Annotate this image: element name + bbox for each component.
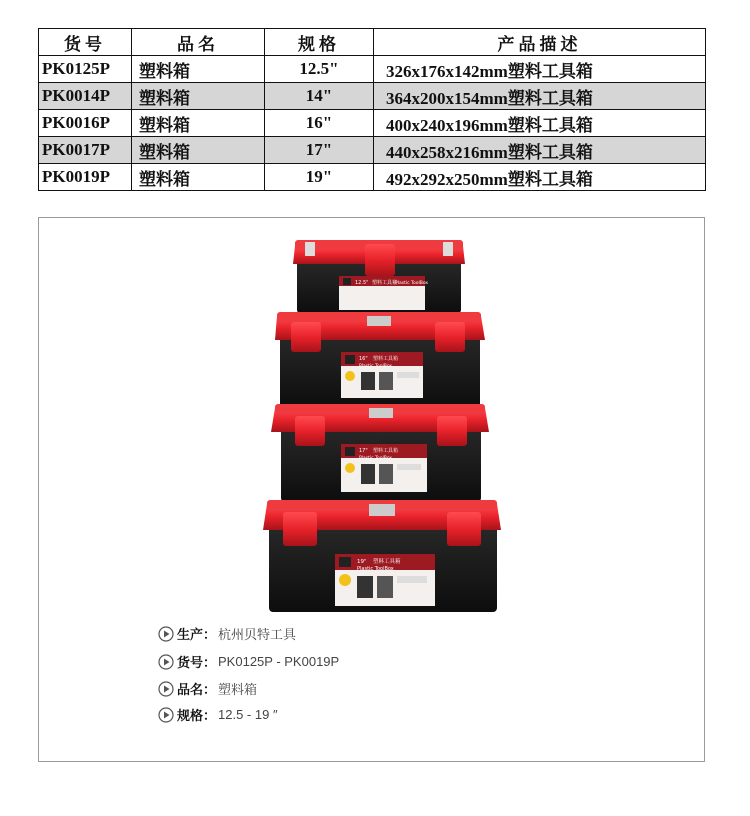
row-desc: 364x200x154mm塑料工具箱 <box>374 83 706 110</box>
play-arrow-icon <box>158 707 174 723</box>
table-row <box>39 56 706 83</box>
toolbox-16-subtitle: Plastic ToolBox <box>359 364 393 369</box>
code-label: 货号： <box>177 655 217 670</box>
toolbox-12-5-size-label: 12.5" <box>355 280 369 286</box>
code-value: PK0125P - PK0019P <box>218 654 340 669</box>
row-size: 12.5" <box>265 56 374 83</box>
row-name: 塑料箱 <box>132 137 265 164</box>
row-desc: 492x292x250mm塑料工具箱 <box>374 164 706 191</box>
header-size: 规格 <box>265 29 374 56</box>
header-desc: 产品描述 <box>374 29 706 56</box>
info-spec <box>158 705 278 724</box>
info-maker <box>158 624 296 643</box>
spec-label: 规格： <box>177 708 217 723</box>
header-name: 品名 <box>132 29 265 56</box>
table-row <box>39 164 706 191</box>
toolbox-12-5 <box>293 240 465 313</box>
name-label: 品名： <box>177 682 217 697</box>
maker-label: 生产： <box>177 627 217 642</box>
spec-table <box>38 28 706 191</box>
row-size: 17" <box>265 137 374 164</box>
row-size: 16" <box>265 110 374 137</box>
row-desc: 400x240x196mm塑料工具箱 <box>374 110 706 137</box>
row-code: PK0019P <box>39 164 132 191</box>
toolbox-16-title: 塑料工具箱 <box>373 356 399 362</box>
toolbox-12-5-subtitle: Plastic ToolBox <box>395 281 429 286</box>
toolbox-17-subtitle: Plastic ToolBox <box>359 456 393 461</box>
row-name: 塑料箱 <box>132 83 265 110</box>
row-size: 14" <box>265 83 374 110</box>
row-name: 塑料箱 <box>132 110 265 137</box>
toolbox-16-size-label: 16" <box>359 356 368 362</box>
name-value: 塑料箱 <box>218 682 258 697</box>
info-name <box>158 679 257 698</box>
toolbox-17-size-label: 17" <box>359 448 368 454</box>
toolbox-17 <box>271 404 489 502</box>
product-photo-frame <box>38 217 705 762</box>
toolbox-19 <box>263 500 501 612</box>
play-arrow-icon <box>158 654 174 670</box>
toolbox-stack-illustration <box>39 218 706 763</box>
row-desc: 440x258x216mm塑料工具箱 <box>374 137 706 164</box>
row-code: PK0125P <box>39 56 132 83</box>
maker-value: 杭州贝特工具 <box>218 627 297 642</box>
row-code: PK0014P <box>39 83 132 110</box>
toolbox-19-size-label: 19" <box>357 559 367 565</box>
table-row <box>39 137 706 164</box>
row-name: 塑料箱 <box>132 56 265 83</box>
table-header-row <box>39 29 706 56</box>
toolbox-19-subtitle: Plastic ToolBox <box>357 566 394 572</box>
toolbox-16 <box>275 312 485 408</box>
row-name: 塑料箱 <box>132 164 265 191</box>
table-row <box>39 83 706 110</box>
info-code <box>158 652 339 671</box>
spec-value: 12.5 - 19 ″ <box>218 707 278 722</box>
toolbox-17-title: 塑料工具箱 <box>373 448 399 454</box>
toolbox-19-title: 塑料工具箱 <box>373 559 401 565</box>
toolbox-12-5-title: 塑料工具箱 <box>372 280 398 286</box>
row-desc: 326x176x142mm塑料工具箱 <box>374 56 706 83</box>
row-size: 19" <box>265 164 374 191</box>
table-row <box>39 110 706 137</box>
play-arrow-icon <box>158 626 174 642</box>
row-code: PK0016P <box>39 110 132 137</box>
play-arrow-icon <box>158 681 174 697</box>
header-code: 货号 <box>39 29 132 56</box>
row-code: PK0017P <box>39 137 132 164</box>
